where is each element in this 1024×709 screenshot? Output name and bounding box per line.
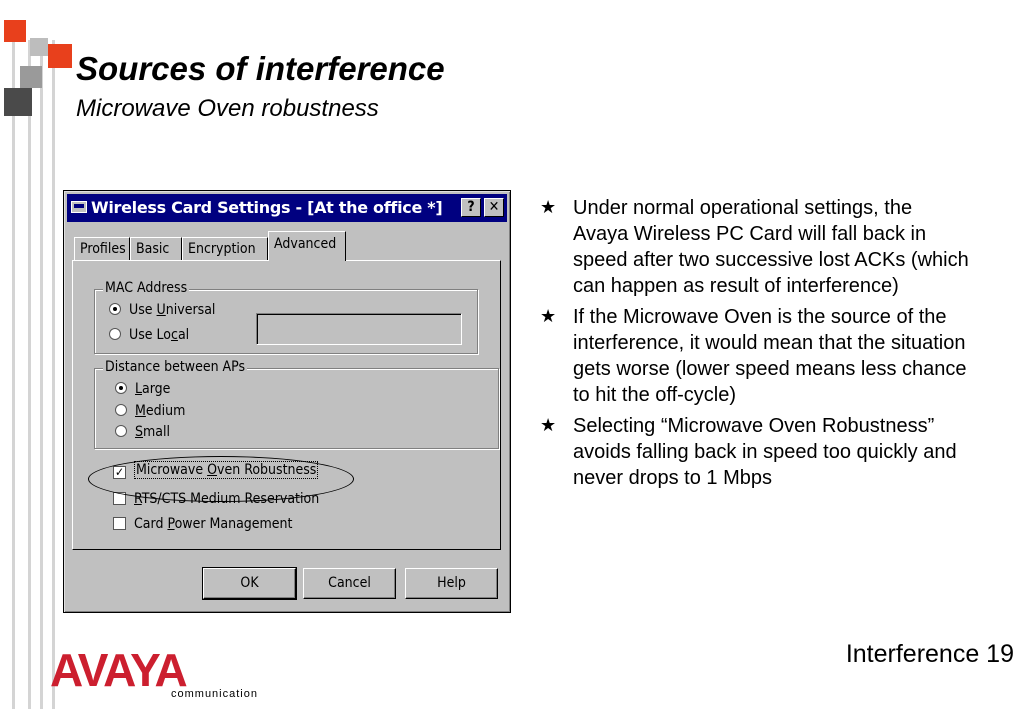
rts-cts-checkbox[interactable]: RTS/CTS Medium Reservation	[113, 491, 319, 507]
tab-advanced[interactable]: Advanced	[268, 231, 346, 261]
cancel-button[interactable]: Cancel	[303, 568, 396, 599]
bullet-item: ★ Selecting “Microwave Oven Robustness” avoids falling back in speed too quickly and never drops to 1 Mbps	[540, 415, 957, 489]
card-power-management-checkbox[interactable]: Card Power Management	[113, 516, 292, 532]
tab-profiles[interactable]: Profiles	[74, 237, 130, 261]
mac-address-legend: MAC Address	[105, 280, 188, 296]
tab-basic[interactable]: Basic	[130, 237, 182, 261]
avaya-logo: AVAYA	[50, 644, 186, 696]
advanced-tab-panel	[72, 260, 501, 550]
ok-button[interactable]: OK	[203, 568, 296, 599]
slide-subtitle: Microwave Oven robustness	[76, 95, 379, 122]
radio-unselected-icon	[109, 328, 121, 340]
checkmark-icon: ✓	[114, 465, 125, 479]
highlight-ellipse	[88, 456, 354, 502]
tab-encryption[interactable]: Encryption	[182, 237, 268, 261]
distance-legend: Distance between APs	[105, 359, 246, 375]
mac-address-group	[94, 280, 478, 354]
dialog-title: Wireless Card Settings - [At the office *]	[91, 198, 443, 217]
wireless-settings-dialog	[63, 190, 511, 613]
help-button[interactable]: Help	[405, 568, 498, 599]
distance-large-radio[interactable]: Large	[115, 381, 170, 397]
logo-subtitle: communication	[171, 688, 258, 700]
radio-unselected-icon	[115, 404, 127, 416]
checkbox-empty-icon	[113, 517, 126, 530]
radio-selected-icon	[109, 303, 121, 315]
bullet-item: ★ Under normal operational settings, the Avaya Wireless PC Card will fall back in speed after two successive lost ACKs (which can happen as result of interference)	[540, 197, 969, 297]
use-local-radio[interactable]: Use Local	[109, 327, 189, 343]
star-icon: ★	[540, 306, 557, 327]
dialog-titlebar[interactable]	[67, 194, 507, 222]
star-icon: ★	[540, 197, 557, 218]
close-button[interactable]: ✕	[484, 198, 504, 217]
distance-small-radio[interactable]: Small	[115, 424, 170, 440]
microwave-oven-robustness-checkbox[interactable]: ✓ Microwave Oven Robustness	[114, 462, 317, 479]
bullet-list	[540, 195, 970, 496]
window-icon	[71, 201, 87, 213]
star-icon: ★	[540, 415, 557, 436]
use-universal-radio[interactable]: Use Universal	[109, 302, 215, 318]
bullet-item: ★ If the Microwave Oven is the source of the interference, it would mean that the situation gets worse (lower speed means less chance to hit the off-cycle)	[540, 306, 967, 406]
radio-selected-icon	[115, 382, 127, 394]
help-title-button[interactable]: ?	[461, 198, 481, 217]
radio-unselected-icon	[115, 425, 127, 437]
slide-title: Sources of interference	[76, 50, 445, 87]
distance-group	[94, 359, 499, 449]
distance-medium-radio[interactable]: Medium	[115, 403, 185, 419]
local-mac-input[interactable]	[256, 313, 462, 345]
slide-footer: Interference 19	[845, 640, 1014, 668]
